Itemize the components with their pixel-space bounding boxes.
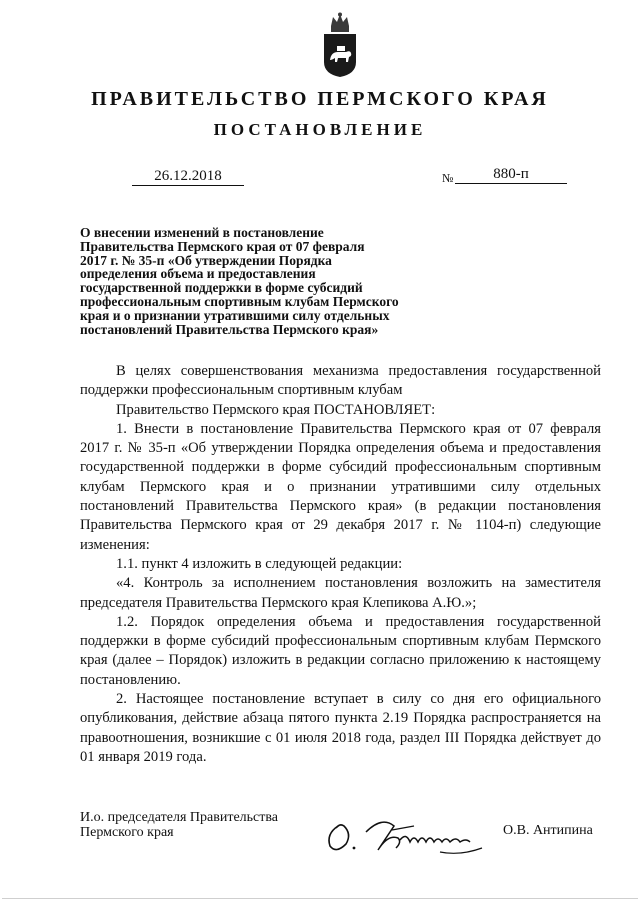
body-paragraph: 1.1. пункт 4 изложить в следующей редакции: [116,555,403,572]
subject-line: Правительства Пермского края от 07 февраля [80,238,365,254]
signer-position [80,810,278,840]
document-body [80,362,601,767]
subject-line: профессиональным спортивным клубам Пермского [80,293,399,309]
body-paragraph: 1.2. Порядок определения объема и предоставления государственной поддержки в форме субсидий профессиональным спортивным клубам Пермского края (далее – Порядок) изложить в редакции согласно приложению к настоящему постановлению. [80,613,601,688]
page-edge-line [2,898,638,899]
body-paragraph: В целях совершенствования механизма предоставления государственной поддержки профессиональным спортивным клубам [80,363,601,399]
document-subject [80,226,460,336]
subject-line: 2017 г. № 35-п «Об утверждении Порядка [80,252,332,268]
subject-line: постановлений Правительства Пермского края» [80,321,379,337]
body-paragraph-decree: Правительство Пермского края ПОСТАНОВЛЯЕТ: [116,401,436,418]
coat-of-arms-icon [320,12,360,78]
handwritten-signature [322,808,492,860]
body-paragraph: 1. Внести в постановление Правительства Пермского края от 07 февраля 2017 г. № 35-п «Об утверждении Порядка определения объема и предоставления государственной поддержки в форме субсидий профессиональным спортивным клубам Пермского края и о признании утратившими силу отдельных постановлений Правительства Пермского края» (в редакции постановления Правительства Пермского края от 29 декабря 2017 г. № 1104-п) следующие изменения: [80,420,601,553]
body-paragraph: 2. Настоящее постановление вступает в силу со дня его официального опубликования, действие абзаца пятого пункта 2.19 Порядка распространяется на правоотношения, возникшие с 01 июля 2018 года, раздел III Порядка действует до 01 января 2019 года. [80,691,601,765]
signer-position-line: Пермского края [80,825,174,840]
subject-line: края и о признании утратившими силу отдельных [80,307,390,323]
signer-name: О.В. Антипина [503,823,593,838]
signer-position-line: И.о. председателя Правительства [80,810,279,825]
document-number: 880-п [455,165,567,184]
subject-line: государственной поддержки в форме субсидий [80,280,363,296]
body-paragraph: «4. Контроль за исполнением постановления возложить на заместителя председателя Правительства Пермского края Клепикова А.Ю.»; [80,575,601,611]
document-date: 26.12.2018 [132,167,244,186]
number-sign: № [442,171,454,185]
government-title: ПРАВИТЕЛЬСТВО ПЕРМСКОГО КРАЯ [91,88,549,110]
document-type: ПОСТАНОВЛЕНИЕ [213,120,427,139]
subject-line: определения объема и предоставления [80,266,316,282]
subject-line: О внесении изменений в постановление [80,225,324,240]
